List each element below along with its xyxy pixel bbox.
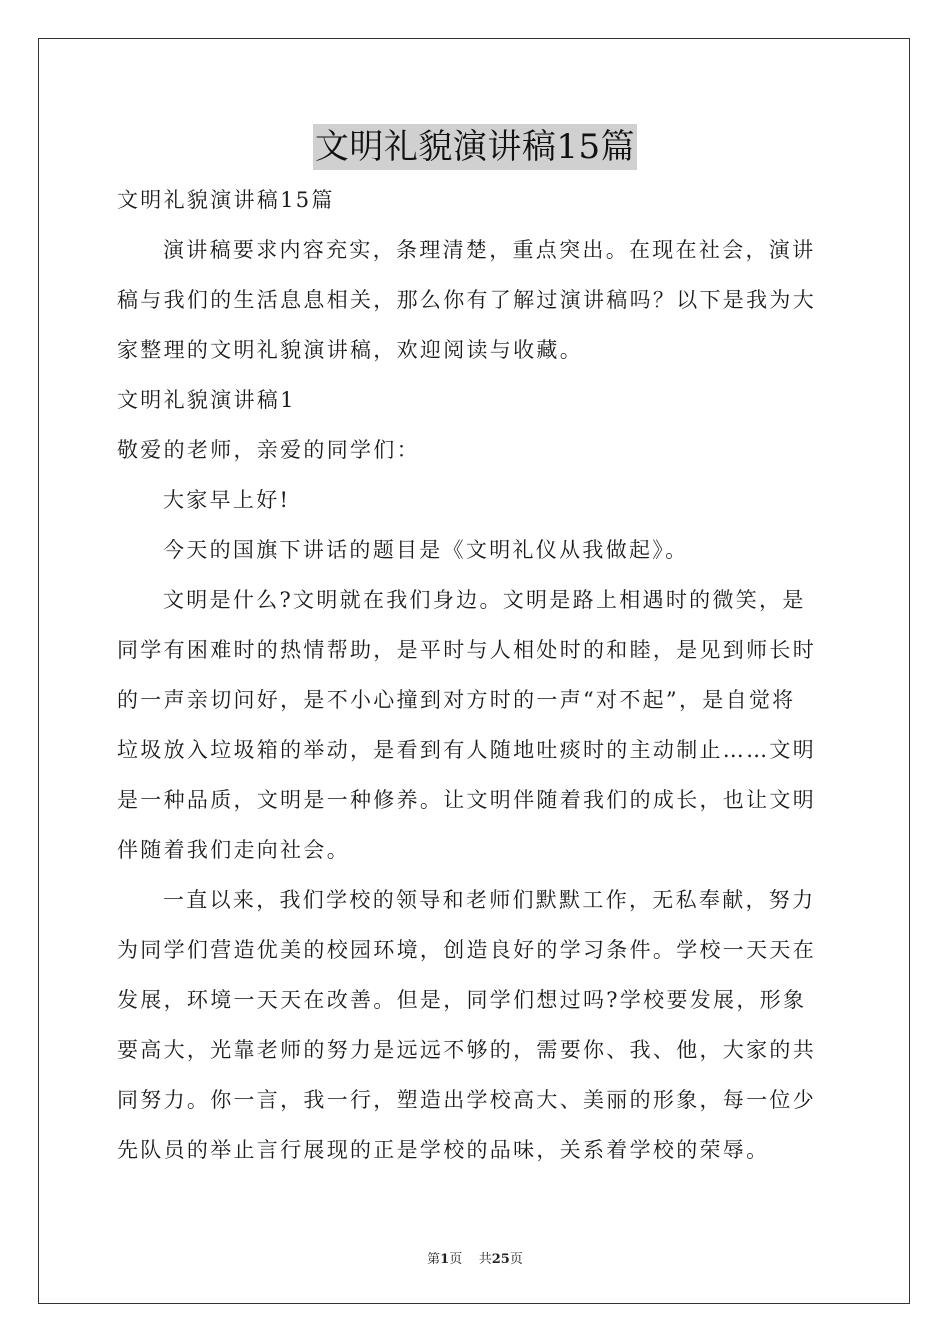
paragraph-line: 先队员的举止言行展现的正是学校的品味，关系着学校的荣辱。 [117, 1138, 770, 1162]
paragraph-line: 一直以来，我们学校的领导和老师们默默工作，无私奉献，努力 [163, 888, 816, 912]
paragraph-line: 是一种品质，文明是一种修养。让文明伴随着我们的成长，也让文明 [117, 788, 816, 812]
page-suffix: 页 [449, 1252, 463, 1267]
intro-line: 演讲稿要求内容充实，条理清楚，重点突出。在现在社会，演讲 [163, 238, 816, 262]
subtitle: 文明礼貌演讲稿15篇 [117, 188, 335, 212]
page-prefix: 第 [427, 1252, 441, 1267]
total-prefix: 共 [478, 1252, 492, 1267]
total-suffix: 页 [509, 1252, 523, 1267]
paragraph-line: 同学有困难时的热情帮助，是平时与人相处时的和睦，是见到师长时 [117, 638, 816, 662]
paragraph-line: 发展，环境一天天在改善。但是，同学们想过吗?学校要发展，形象 [117, 988, 807, 1012]
section-heading: 文明礼貌演讲稿1 [117, 388, 296, 412]
salutation: 敬爱的老师，亲爱的同学们： [117, 438, 420, 462]
paragraph-line: 的一声亲切问好，是不小心撞到对方时的一声“对不起”，是自觉将 [117, 688, 796, 712]
greeting: 大家早上好! [163, 488, 291, 512]
paragraph-line: 伴随着我们走向社会。 [117, 838, 350, 862]
paragraph-line: 垃圾放入垃圾箱的举动，是看到有人随地吐痰时的主动制止……文明 [117, 738, 816, 762]
paragraph-line: 文明是什么?文明就在我们身边。文明是路上相遇时的微笑，是 [163, 588, 806, 612]
document-title: 文明礼貌演讲稿15篇 [313, 124, 637, 170]
paragraph-line: 同努力。你一言，我一行，塑造出学校高大、美丽的形象，每一位少 [117, 1088, 816, 1112]
topic-line: 今天的国旗下讲话的题目是《文明礼仪从我做起》。 [163, 538, 689, 562]
intro-line: 稿与我们的生活息息相关，那么你有了解过演讲稿吗？以下是我为大 [117, 288, 816, 312]
paragraph-line: 要高大，光靠老师的努力是远远不够的，需要你、我、他，大家的共 [117, 1038, 816, 1062]
page-number: 1 [440, 1252, 450, 1267]
title-area [0, 124, 950, 170]
document-body [117, 175, 835, 1175]
total-pages: 25 [491, 1252, 510, 1267]
page-footer [0, 1248, 950, 1267]
intro-line: 家整理的文明礼貌演讲稿，欢迎阅读与收藏。 [117, 338, 583, 362]
paragraph-line: 为同学们营造优美的校园环境，创造良好的学习条件。学校一天天在 [117, 938, 816, 962]
